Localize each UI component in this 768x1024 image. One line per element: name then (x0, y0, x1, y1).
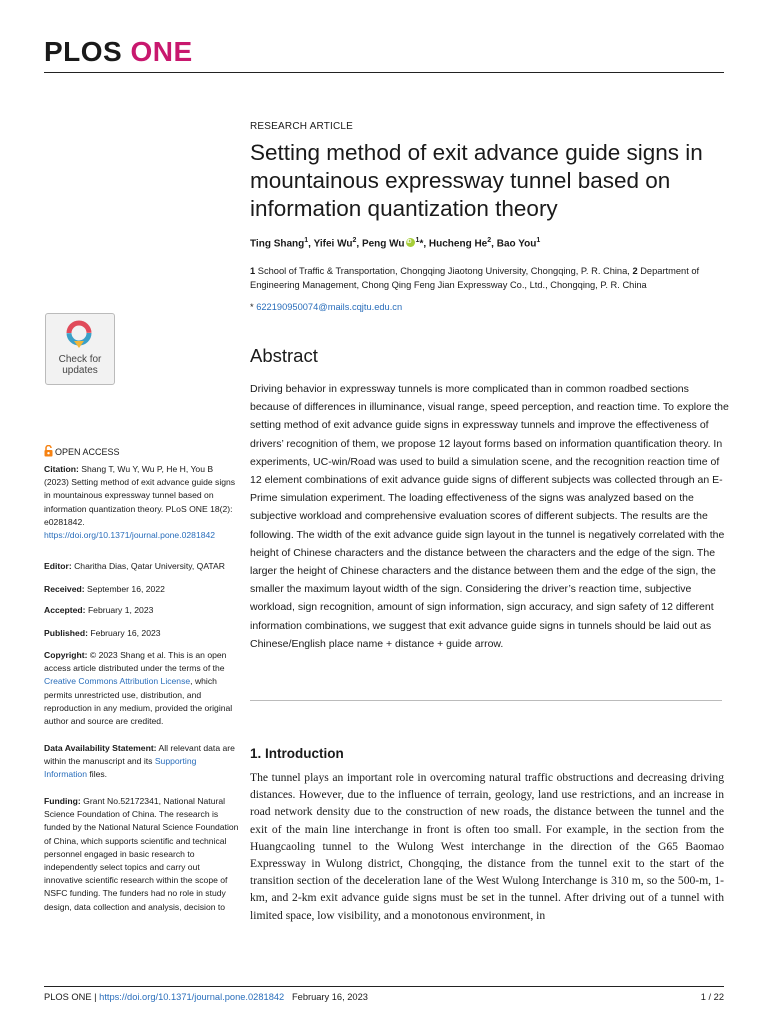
badge-line2: updates (62, 365, 98, 376)
author-name[interactable]: Hucheng He (428, 238, 488, 250)
copyright-block (44, 649, 239, 728)
data-availability-label: Data Availability Statement: (44, 743, 157, 753)
citation-block (44, 463, 239, 542)
data-availability-block (44, 742, 239, 782)
open-access-text: OPEN ACCESS (55, 447, 120, 457)
received-block (44, 583, 239, 596)
introduction-text: The tunnel plays an important role in overcoming natural traffic obstructions and decreasing driving distances. However, due to the influence of terrain, geology, land use restrictions, and an increase in road network density due to the construction of new roads, the distance between the tunnel and the exit of the main line interchange in front is often too small. For example, in the section from the Huangcaoling tunnel to the Wulong West interchange in the direction of the G65 Baomao Expressway in Wulong district, Chongqing, the distance from the tunnel exit to the start of the transition section of the deceleration lane of the West Wulong Interchange is 310 m, so the 500-m, 1-km, and 2-km exit advance guide signs must be set in the tunnel. After driving out of a tunnel with limited space, low visibility, and a monotonous environment, in (250, 771, 724, 922)
affil-number: 2 (632, 266, 638, 276)
affil-text: School of Traffic & Transportation, Chongqing Jiaotong University, Chongqing, P. R. China, (257, 266, 630, 276)
open-lock-icon (44, 445, 53, 457)
journal-logo[interactable] (44, 36, 193, 68)
badge-text (46, 354, 114, 376)
author-name[interactable]: Bao You (496, 238, 537, 250)
article-type: RESEARCH ARTICLE (250, 121, 354, 132)
copyright-text-2: , which permits unrestricted use, distribution, and reproduction in any medium, provided the original author and source are credited. (44, 676, 233, 727)
accepted-text: February 1, 2023 (87, 605, 154, 615)
affiliations (250, 264, 730, 292)
introduction-heading: 1. Introduction (250, 746, 344, 761)
funding-block (44, 795, 239, 914)
author-affil-marker: 2 (352, 237, 357, 244)
footer-separator: | (94, 992, 97, 1002)
author-affil-marker: 1 (415, 237, 420, 244)
article-title: Setting method of exit advance guide signs in mountainous expressway tunnel based on information quantization theory (250, 140, 703, 221)
logo-one: ONE (130, 36, 193, 67)
data-availability-text-2: files. (89, 769, 108, 780)
badge-line1: Check for (58, 354, 102, 365)
citation-text: Shang T, Wu Y, Wu P, He H, You B (2023) Setting method of exit advance guide signs in mountainous expressway tunnel based on information quantization theory. PLoS ONE 18(2): e0281842. (44, 464, 236, 527)
abstract-heading: Abstract (250, 345, 318, 366)
header-rule (44, 72, 724, 73)
citation-doi-link[interactable]: https://doi.org/10.1371/journal.pone.0281842 (44, 530, 216, 541)
author-name[interactable]: Peng Wu (361, 238, 405, 250)
crossmark-icon (65, 320, 93, 350)
author-affil-marker: 2 (487, 237, 492, 244)
check-for-updates-badge[interactable] (45, 313, 115, 385)
abstract-text: Driving behavior in expressway tunnels is more complicated than in common roadbed sections because of differences in illuminance, visual range, speed perception, and reaction time. To explore the setting method of exit advance guide signs in expressway tunnels and improve the effectiveness of drivers’ recognition of them, we propose 12 layout forms based on information quantification theory. In experiments, UC-win/Road was used to build a simulation scene, and the recognition reaction time of 12 element combinations of exit advance guide signs of different subjects was collected through an E-Prime simulation experiment. The loading effectiveness of the signs was analyzed based on the subjective workload and comprehensive evaluation scores of different subjects. The results are the following. The width of the exit advance guide sign layout in the tunnel is negatively correlated with the height of Chinese characters and the distance between the characters and the edge of the sign. The larger the height of Chinese characters and the distance between them and the edge of the sign, the smaller the maximum layout width of the sign. Considering the driver’s reaction time, subjective workload, sign recognition, amount of sign information, sign accuracy, and sign safety of 12 different information combinations, we suggest that exit advance guide signs in tunnels should be laid out as Chinese/English place name + distance + guide arrow. (250, 383, 729, 650)
affil-number: 1 (250, 266, 256, 276)
editor-text: Charitha Dias, Qatar University, QATAR (74, 561, 225, 571)
license-link[interactable]: Creative Commons Attribution License (44, 676, 191, 687)
funding-label: Funding: (44, 796, 81, 806)
author-list: Ting Shang$^1$, Yifei Wu$^2$, Peng WuiD $^1$*, Hucheng He$^2$, Bao You$^1$ (250, 237, 730, 249)
email-link[interactable]: 622190950074@mails.cqjtu.edu.cn (256, 302, 403, 312)
editor-label: Editor: (44, 561, 72, 571)
published-label: Published: (44, 628, 88, 638)
email-star: * (250, 302, 254, 312)
data-availability-text-1: All relevant data are within the manuscript and its (44, 743, 235, 767)
accepted-block (44, 604, 239, 617)
author-affil-marker: 1 (304, 237, 309, 244)
footer-doi-link[interactable]: https://doi.org/10.1371/journal.pone.0281842 (99, 992, 285, 1002)
footer (44, 992, 368, 1002)
supporting-information-link[interactable]: Supporting Information (44, 756, 197, 780)
corresponding-marker: * (419, 238, 424, 250)
footer-rule (44, 986, 724, 987)
funding-text: Grant No.52172341, National Natural Science Foundation of China. The research is funded by the National Natural Science Foundation of China, which supports scientific and technical personnel engaged in basic research to independently select topics and carry out innovative scientific research within the scope of NSFC funding. The funders had no role in study design, data collection and analysis, decision to (44, 796, 239, 912)
orcid-icon[interactable] (406, 238, 415, 247)
footer-journal: PLOS ONE (44, 992, 92, 1002)
section-divider (250, 700, 722, 701)
corresponding-email (250, 302, 402, 312)
author-affil-marker: 1 (536, 237, 541, 244)
logo-plos: PLOS (44, 36, 123, 67)
author-name[interactable]: Yifei Wu (313, 238, 353, 250)
footer-date: February 16, 2023 (291, 992, 368, 1002)
published-block (44, 627, 239, 640)
received-label: Received: (44, 584, 85, 594)
received-text: September 16, 2022 (87, 584, 165, 594)
published-text: February 16, 2023 (90, 628, 161, 638)
editor-block (44, 560, 239, 573)
accepted-label: Accepted: (44, 605, 86, 615)
citation-label: Citation: (44, 464, 79, 474)
copyright-label: Copyright: (44, 650, 88, 660)
open-access-label (44, 445, 120, 457)
affil-text: Department of Engineering Management, Chong Qing Feng Jian Expressway Co., Ltd., Chongqing, P. R. China (250, 266, 700, 290)
author-name[interactable]: Ting Shang (250, 238, 305, 250)
page-number: 1 / 22 (700, 992, 724, 1002)
copyright-text-1: © 2023 Shang et al. This is an open access article distributed under the terms of the (44, 650, 227, 674)
